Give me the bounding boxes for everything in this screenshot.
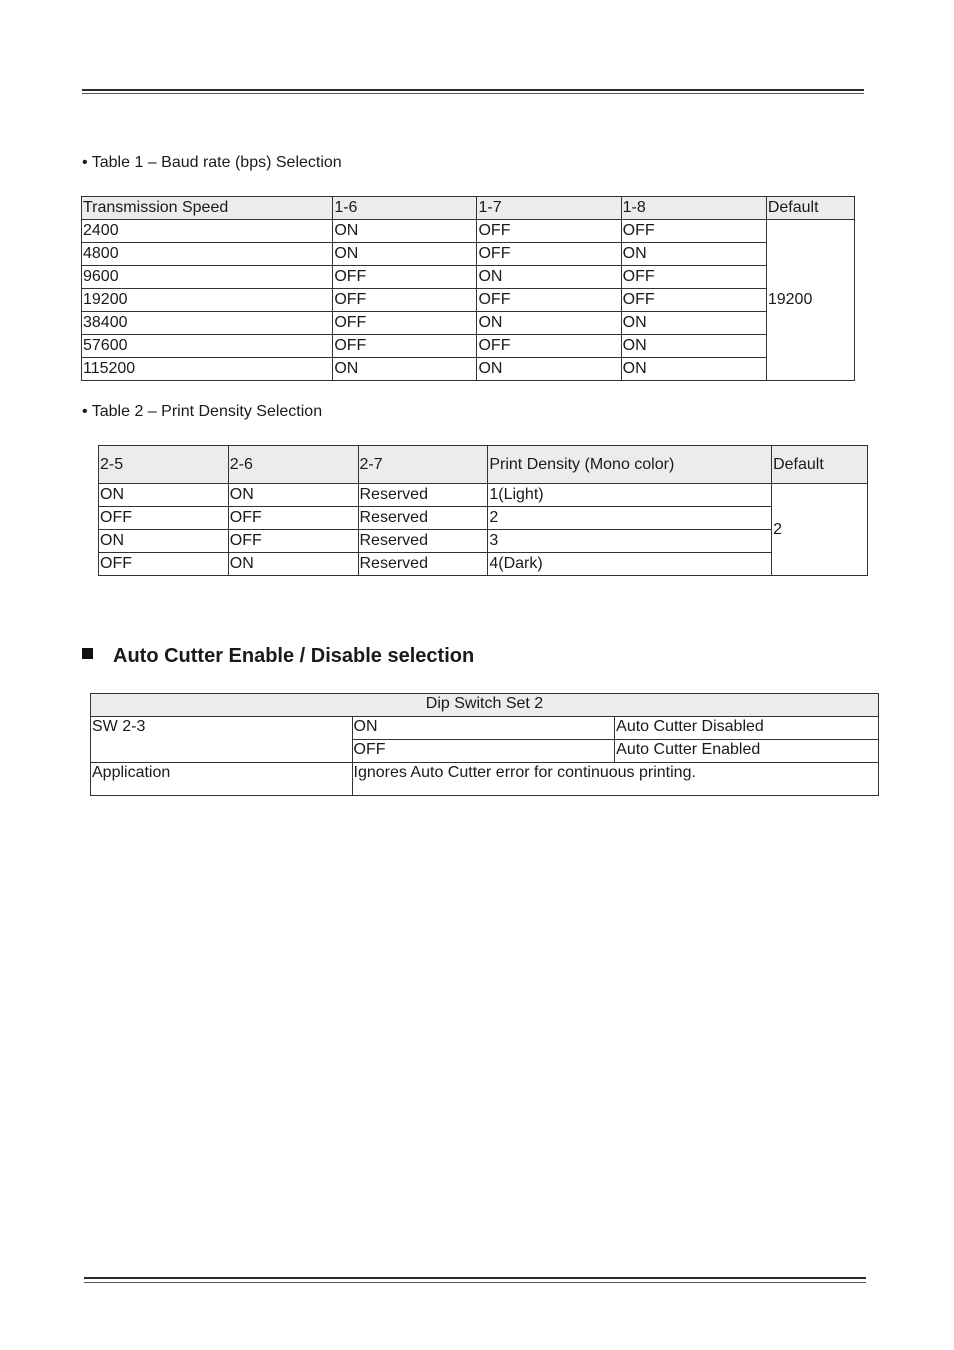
table-row [99,530,868,553]
table-cell: 4(Dark) [488,553,772,576]
table-cell: 2400 [82,220,333,243]
table-cell: 57600 [82,335,333,358]
header-cell: 2-6 [228,446,358,484]
table-cell: ON [228,553,358,576]
header-cell: Transmission Speed [82,197,333,220]
table-cell: ON [621,358,766,381]
table-row [82,243,855,266]
table-header-row [99,446,868,484]
table-cell: 4800 [82,243,333,266]
table-cell: OFF [621,220,766,243]
table-cell: ON [621,335,766,358]
table-row [91,763,879,796]
table-cell: ON [621,312,766,335]
table-cell: 3 [488,530,772,553]
table-row [82,312,855,335]
auto-cutter-table [90,693,879,796]
table-cell: ON [99,530,229,553]
table-cell: ON [333,220,477,243]
table-cell: OFF [99,507,229,530]
table-header-row [82,197,855,220]
table-cell: Reserved [358,507,488,530]
table-cell: ON [477,312,621,335]
table-cell: OFF [477,289,621,312]
table-cell: ON [333,358,477,381]
default-cell: 19200 [766,220,854,381]
table-cell: 9600 [82,266,333,289]
table-cell: Reserved [358,530,488,553]
table-row [99,553,868,576]
table-row [91,717,879,740]
bullet-square-icon [82,648,93,659]
table-cell: OFF [621,289,766,312]
header-rule [82,89,864,91]
table-cell: Auto Cutter Disabled [615,717,879,740]
header-cell: Print Density (Mono color) [488,446,772,484]
table-cell: 38400 [82,312,333,335]
table-cell: Reserved [358,553,488,576]
table2-caption: • Table 2 – Print Density Selection [82,403,323,420]
table-cell: OFF [352,740,615,763]
table-cell: OFF [477,243,621,266]
table-cell: OFF [333,335,477,358]
default-cell: 2 [772,484,868,576]
table-cell: Auto Cutter Enabled [615,740,879,763]
table-cell: ON [99,484,229,507]
header-cell: 1-6 [333,197,477,220]
table-row [82,220,855,243]
table-cell: 2 [488,507,772,530]
table-row [99,484,868,507]
footer-rule-thin [84,1282,866,1283]
table-row [99,507,868,530]
table-row [82,289,855,312]
header-cell: Default [772,446,868,484]
baud-rate-table [81,196,855,381]
table-cell: OFF [621,266,766,289]
section-title: Auto Cutter Enable / Disable selection [113,645,475,667]
table-cell: OFF [477,335,621,358]
header-cell: Dip Switch Set 2 [91,694,879,717]
table-cell: 19200 [82,289,333,312]
table-cell: OFF [228,507,358,530]
header-cell: 2-7 [358,446,488,484]
footer-rule [84,1277,866,1279]
table-cell: SW 2-3 [91,717,353,763]
table-cell: OFF [99,553,229,576]
table-cell: OFF [477,220,621,243]
table1-caption: • Table 1 – Baud rate (bps) Selection [82,154,342,171]
table-row [82,335,855,358]
header-cell: Default [766,197,854,220]
table-cell: Application [91,763,353,796]
table-cell: 1(Light) [488,484,772,507]
table-cell: Ignores Auto Cutter error for continuous printing. [352,763,879,796]
section-heading [82,643,474,669]
table-cell: ON [621,243,766,266]
header-cell: 2-5 [99,446,229,484]
table-cell: ON [477,266,621,289]
header-rule-thin [82,93,864,94]
table-cell: OFF [333,266,477,289]
print-density-table [98,445,868,576]
table-cell: 115200 [82,358,333,381]
table-cell: ON [477,358,621,381]
table-header-row [91,694,879,717]
table-cell: OFF [333,289,477,312]
table-cell: OFF [333,312,477,335]
table-cell: OFF [228,530,358,553]
table-row [82,358,855,381]
table-cell: ON [228,484,358,507]
table-cell: ON [352,717,615,740]
header-cell: 1-8 [621,197,766,220]
header-cell: 1-7 [477,197,621,220]
table-cell: ON [333,243,477,266]
table-cell: Reserved [358,484,488,507]
table-row [82,266,855,289]
